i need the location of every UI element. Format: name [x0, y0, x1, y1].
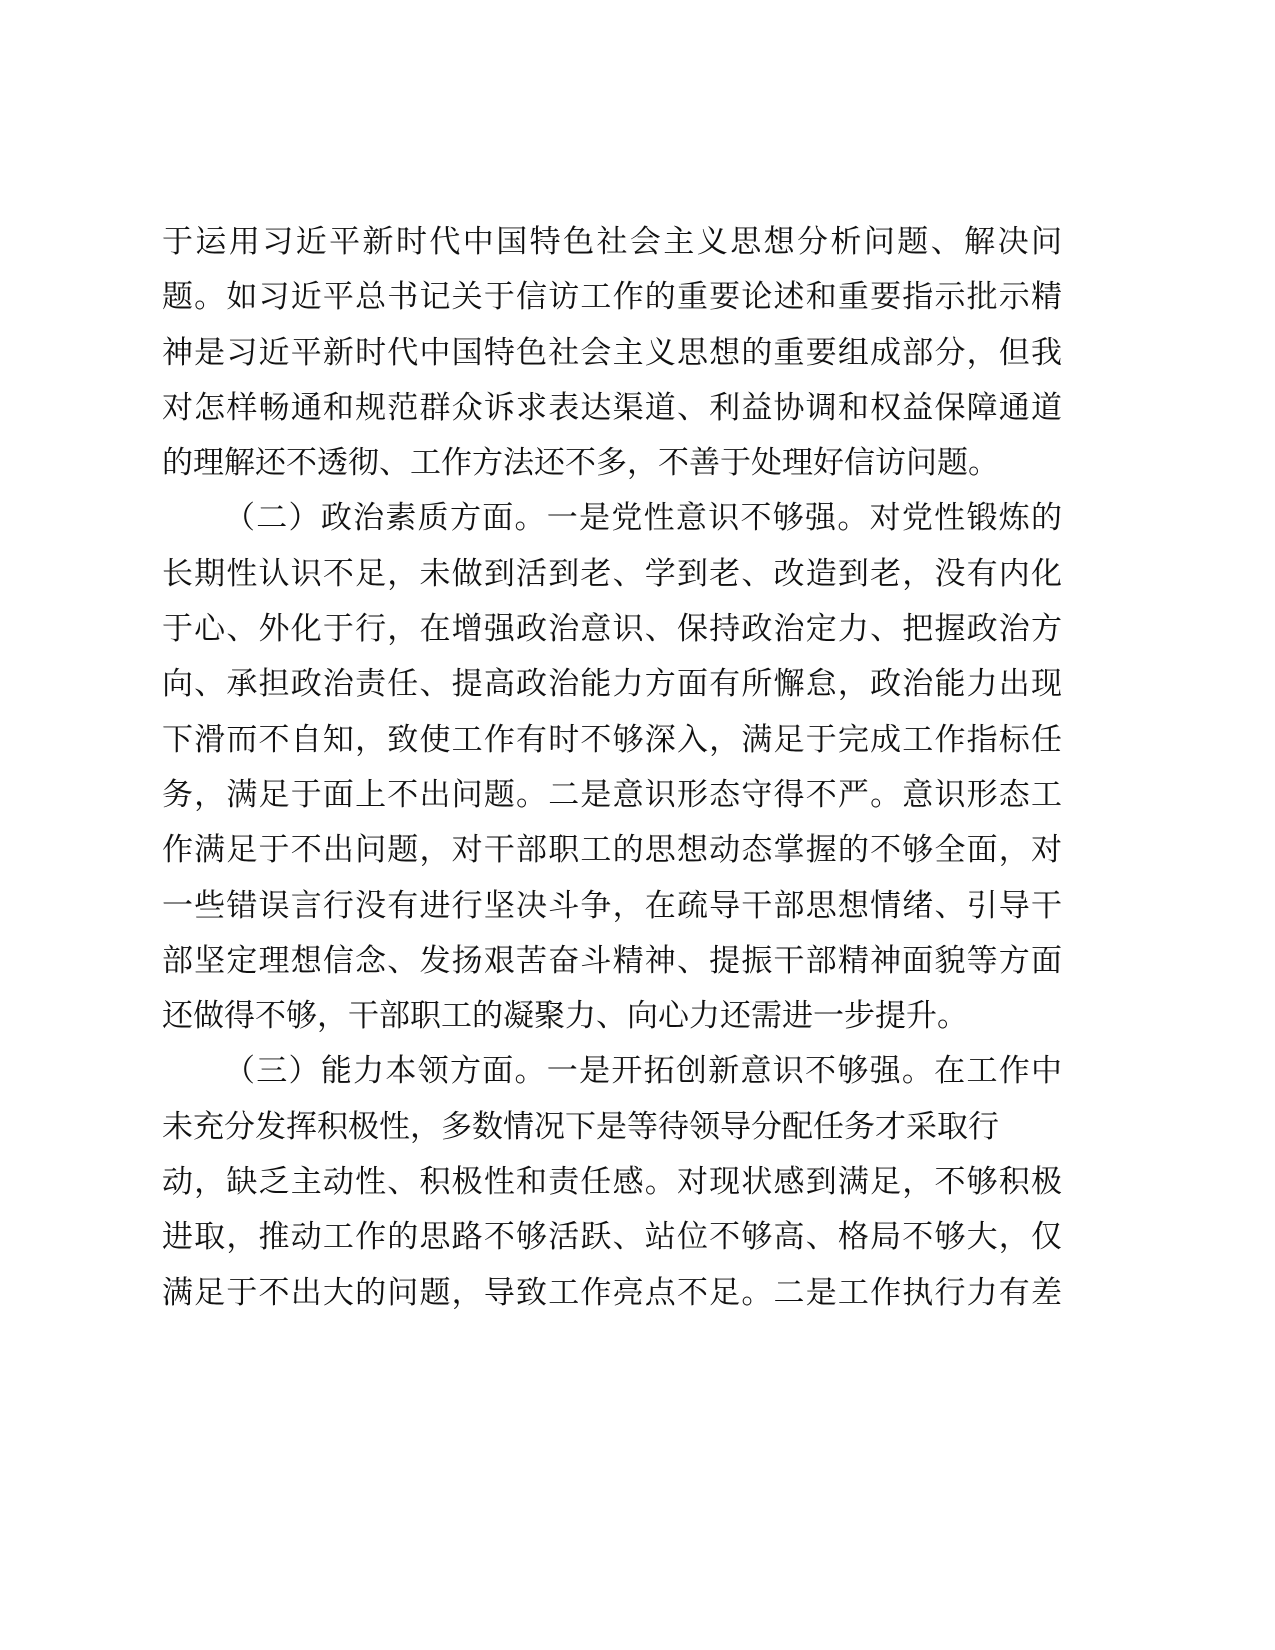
- text-line: 于心、外化于行，在增强政治意识、保持政治定力、把握政治方: [162, 611, 1062, 648]
- text-line: 进取，推动工作的思路不够活跃、站位不够高、格局不够大，仅: [162, 1219, 1062, 1256]
- section-heading-line: （二）政治素质方面。一是党性意识不够强。对党性锻炼的: [224, 500, 1062, 537]
- text-line: 一些错误言行没有进行坚决斗争，在疏导干部思想情绪、引导干: [162, 887, 1062, 924]
- text-line: 动，缺乏主动性、积极性和责任感。对现状感到满足，不够积极: [162, 1164, 1062, 1201]
- text-line: 向、承担政治责任、提高政治能力方面有所懈怠，政治能力出现: [162, 666, 1062, 703]
- text-line: 下滑而不自知，致使工作有时不够深入，满足于完成工作指标任: [162, 721, 1062, 758]
- text-line: 满足于不出大的问题，导致工作亮点不足。二是工作执行力有差: [162, 1274, 1062, 1311]
- text-line: 务，满足于面上不出问题。二是意识形态守得不严。意识形态工: [162, 776, 1062, 813]
- text-line: 作满足于不出问题，对干部职工的思想动态掌握的不够全面，对: [162, 832, 1062, 869]
- text-line: 对怎样畅通和规范群众诉求表达渠道、利益协调和权益保障通道: [162, 389, 1062, 426]
- section-heading-line: （三）能力本领方面。一是开拓创新意识不够强。在工作中: [224, 1053, 1062, 1090]
- text-line: 神是习近平新时代中国特色社会主义思想的重要组成部分，但我: [162, 334, 1062, 371]
- text-line: 部坚定理想信念、发扬艰苦奋斗精神、提振干部精神面貌等方面: [162, 942, 1062, 979]
- text-line: 题。如习近平总书记关于信访工作的重要论述和重要指示批示精: [162, 279, 1062, 316]
- body-text: [162, 215, 1062, 1321]
- text-line: 于运用习近平新时代中国特色社会主义思想分析问题、解决问: [162, 224, 1062, 260]
- text-line: 未充分发挥积极性，多数情况下是等待领导分配任务才采取行: [162, 1108, 999, 1145]
- text-line: 长期性认识不足，未做到活到老、学到老、改造到老，没有内化: [162, 555, 1062, 592]
- text-line: 还做得不够，干部职工的凝聚力、向心力还需进一步提升。: [162, 998, 968, 1035]
- text-line: 的理解还不透彻、工作方法还不多，不善于处理好信访问题。: [162, 445, 999, 482]
